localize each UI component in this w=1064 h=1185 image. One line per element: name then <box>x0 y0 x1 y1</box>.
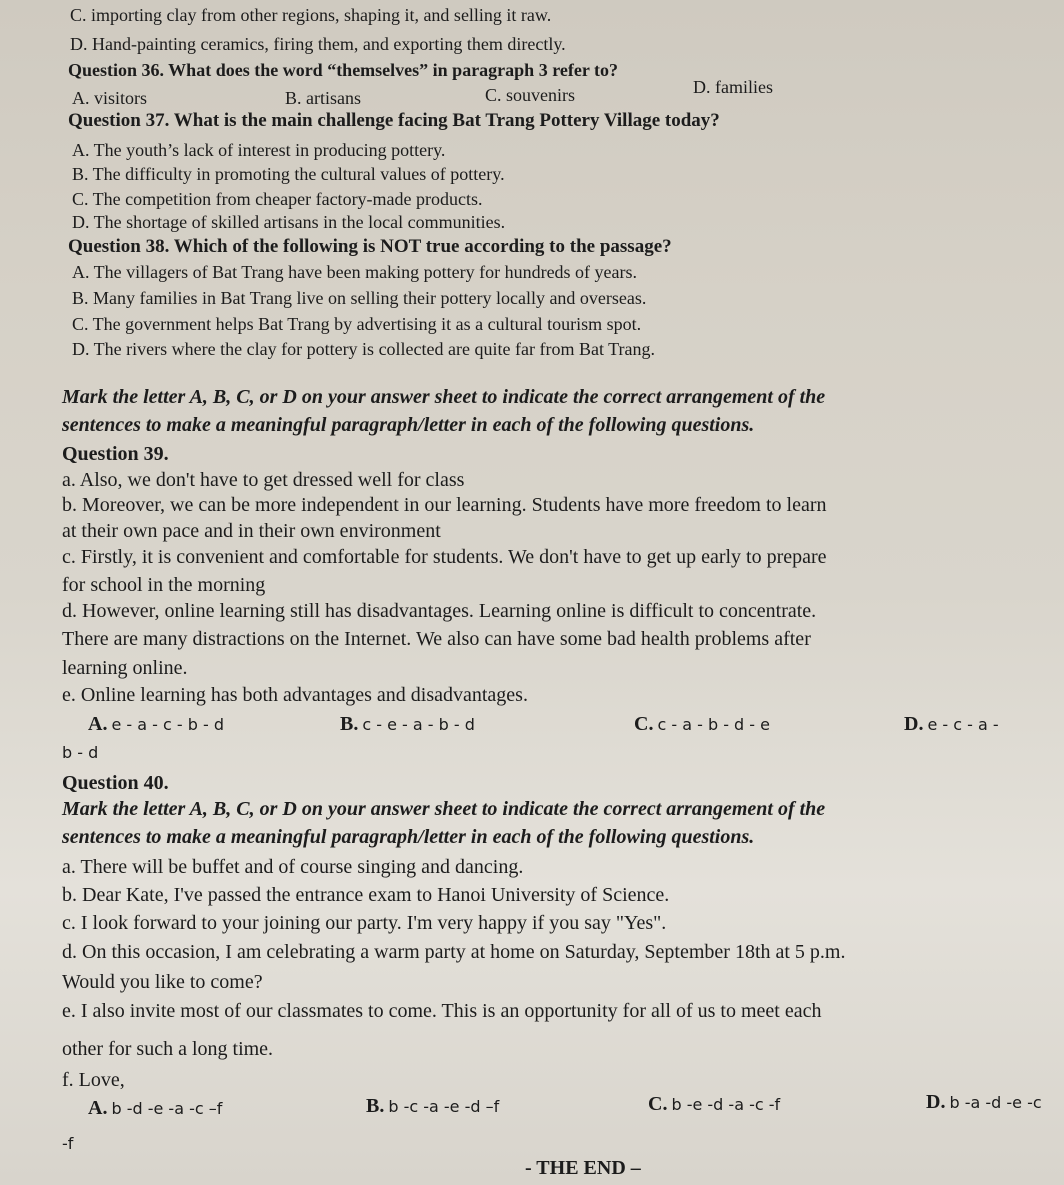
instruction-40-line2: sentences to make a meaningful paragraph/letter in each of the following questions. <box>62 826 755 848</box>
q38-option-c: C. The government helps Bat Trang by advertising it as a cultural tourism spot. <box>72 314 642 334</box>
option-sequence: c - e - a - b - d <box>362 715 475 734</box>
q36-option-a: A. visitors <box>72 88 148 108</box>
option-letter: A. <box>88 1097 108 1119</box>
q39-option-d-continued: b - d <box>62 743 99 762</box>
q37-stem: Question 37. What is the main challenge facing Bat Trang Pottery Village today? <box>68 110 720 131</box>
q35-option-d: D. Hand-painting ceramics, firing them, and exporting them directly. <box>70 34 566 54</box>
q39-sentence-a: a. Also, we don't have to get dressed well for class <box>62 469 465 491</box>
q38-stem: Question 38. Which of the following is NOT true according to the passage? <box>68 236 672 257</box>
option-sequence: c - a - b - d - e <box>657 715 770 734</box>
q36-option-b: B. artisans <box>285 88 361 108</box>
q39-heading: Question 39. <box>62 443 169 465</box>
q38-option-b: B. Many families in Bat Trang live on selling their pottery locally and overseas. <box>72 288 647 308</box>
q40-sentence-b: b. Dear Kate, I've passed the entrance exam to Hanoi University of Science. <box>62 884 670 906</box>
q40-option-d <box>926 1091 1042 1114</box>
option-sequence: b -a -d -e -c <box>949 1093 1042 1112</box>
q37-option-c: C. The competition from cheaper factory-made products. <box>72 189 483 209</box>
option-letter: B. <box>340 713 359 735</box>
option-letter: D. <box>904 713 924 735</box>
q39-option-d <box>904 713 999 736</box>
q39-option-b <box>340 713 475 736</box>
instruction-39-line2: sentences to make a meaningful paragraph/letter in each of the following questions. <box>62 414 755 436</box>
option-letter: A. <box>88 713 108 735</box>
q39-sentence-d-line2: There are many distractions on the Internet. We also can have some bad health problems after <box>62 628 811 650</box>
instruction-39-line1: Mark the letter A, B, C, or D on your answer sheet to indicate the correct arrangement of the <box>62 386 826 408</box>
q40-option-c <box>648 1093 780 1116</box>
q39-sentence-c-line1: c. Firstly, it is convenient and comfortable for students. We don't have to get up early to prepare <box>62 546 827 568</box>
option-sequence: b -c -a -e -d –f <box>388 1097 500 1116</box>
q38-option-d: D. The rivers where the clay for pottery is collected are quite far from Bat Trang. <box>72 339 655 359</box>
q40-sentence-f: f. Love, <box>62 1069 125 1091</box>
option-letter: C. <box>648 1093 668 1115</box>
option-sequence: b -e -d -a -c -f <box>671 1095 781 1114</box>
q36-stem: Question 36. What does the word “themselves” in paragraph 3 refer to? <box>68 60 618 80</box>
q36-option-d: D. families <box>693 77 773 97</box>
option-sequence: e - c - a - <box>927 715 999 734</box>
q39-option-c <box>634 713 770 736</box>
q40-sentence-e-line2: other for such a long time. <box>62 1038 274 1060</box>
q39-sentence-b-line2: at their own pace and in their own environment <box>62 520 441 542</box>
q37-option-b: B. The difficulty in promoting the cultural values of pottery. <box>72 164 505 184</box>
option-sequence: e - a - c - b - d <box>111 715 224 734</box>
q40-option-d-continued: -f <box>62 1134 74 1153</box>
q35-option-c: C. importing clay from other regions, shaping it, and selling it raw. <box>70 5 552 25</box>
option-letter: B. <box>366 1095 385 1117</box>
q39-sentence-d-line3: learning online. <box>62 657 188 679</box>
q40-sentence-d-line1: d. On this occasion, I am celebrating a warm party at home on Saturday, September 18th at 5 p.m. <box>62 941 846 963</box>
option-sequence: b -d -e -a -c –f <box>111 1099 223 1118</box>
q37-option-d: D. The shortage of skilled artisans in the local communities. <box>72 212 506 232</box>
q40-sentence-d-line2: Would you like to come? <box>62 971 263 993</box>
q38-option-a: A. The villagers of Bat Trang have been making pottery for hundreds of years. <box>72 262 638 282</box>
q40-sentence-e-line1: e. I also invite most of our classmates to come. This is an opportunity for all of us to meet each <box>62 1000 822 1022</box>
q40-heading: Question 40. <box>62 772 169 794</box>
q39-option-a <box>88 713 224 736</box>
the-end-label: - THE END – <box>525 1157 641 1179</box>
option-letter: D. <box>926 1091 946 1113</box>
q40-sentence-c: c. I look forward to your joining our party. I'm very happy if you say "Yes". <box>62 912 667 934</box>
q39-sentence-c-line2: for school in the morning <box>62 574 266 596</box>
q39-sentence-e: e. Online learning has both advantages and disadvantages. <box>62 684 528 706</box>
q40-option-a <box>88 1097 222 1120</box>
instruction-40-line1: Mark the letter A, B, C, or D on your answer sheet to indicate the correct arrangement of the <box>62 798 826 820</box>
q39-sentence-d-line1: d. However, online learning still has disadvantages. Learning online is difficult to concentrate. <box>62 600 817 622</box>
q37-option-a: A. The youth’s lack of interest in producing pottery. <box>72 140 446 160</box>
q40-option-b <box>366 1095 499 1118</box>
q40-sentence-a: a. There will be buffet and of course singing and dancing. <box>62 856 524 878</box>
q36-option-c: C. souvenirs <box>485 85 575 105</box>
q39-sentence-b-line1: b. Moreover, we can be more independent in our learning. Students have more freedom to learn <box>62 494 827 516</box>
option-letter: C. <box>634 713 654 735</box>
